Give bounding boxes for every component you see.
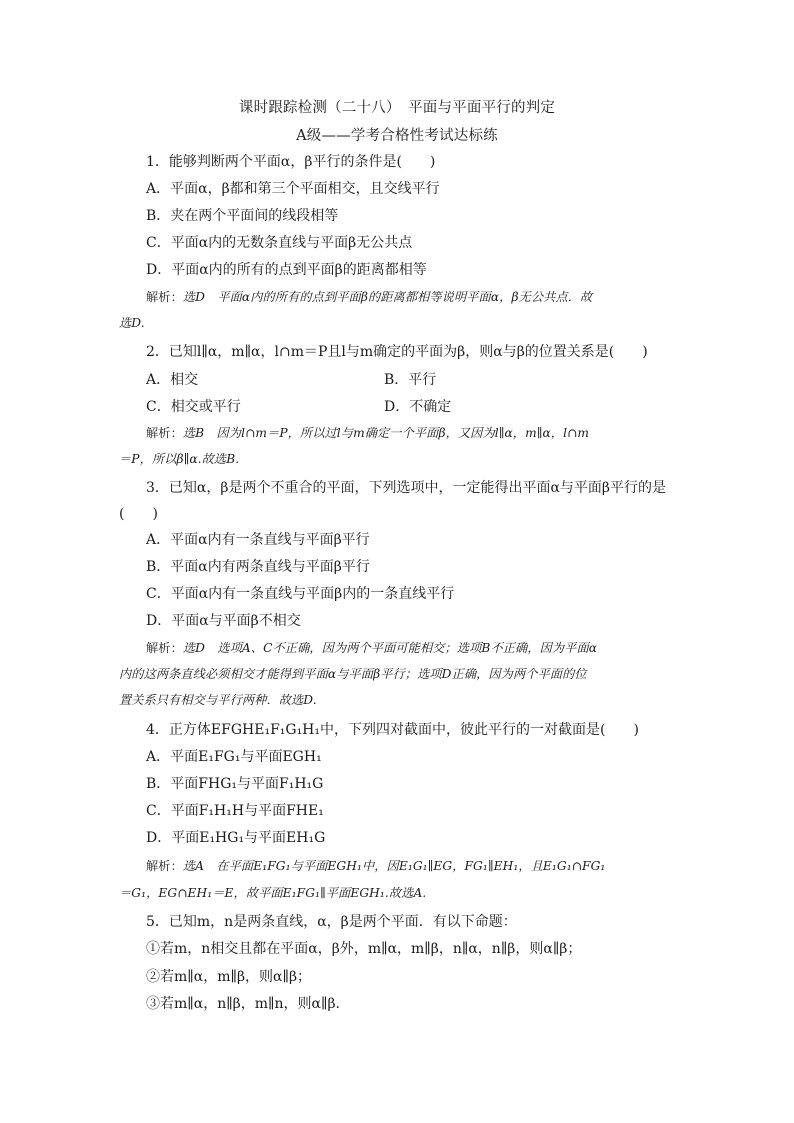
- q2-option-d: D．不确定: [384, 399, 452, 415]
- q2-stem: 2．已知l∥α，m∥α，l∩m＝P且l与m确定的平面为β，则α与β的位置关系是( ): [146, 344, 648, 360]
- q4-stem: 4．正方体EFGHE₁F₁G₁H₁中，下列四对截面中，彼此平行的一对截面是( ): [146, 722, 639, 738]
- q3-option-b: B．平面α内有两条直线与平面β平行: [146, 559, 370, 575]
- q3-explanation-cont2: 置关系只有相交与平行两种．故选D.: [119, 693, 317, 707]
- q4-option-c: C．平面F₁H₁H与平面FHE₁: [146, 803, 324, 819]
- q2-explanation-cont: ＝P，所以β∥α.故选B.: [119, 452, 240, 466]
- q2-option-a: A．相交: [146, 372, 199, 388]
- q3-stem: 3．已知α，β是两个不重合的平面，下列选项中，一定能得出平面α与平面β平行的是: [146, 480, 667, 496]
- q5-proposition-3: ③若m∥α，n∥β，m∥n，则α∥β.: [146, 996, 340, 1012]
- explanation-label: 解析：: [146, 641, 183, 655]
- q2-explanation: [146, 424, 589, 441]
- q5-stem: 5．已知m，n是两条直线，α，β是两个平面．有以下命题：: [146, 914, 517, 930]
- section-subtitle: A级——学考合格性考试达标练: [296, 128, 498, 144]
- q3-option-d: D．平面α与平面β不相交: [146, 613, 301, 629]
- q1-option-d: D．平面α内的所有的点到平面β的距离都相等: [146, 262, 427, 278]
- q5-proposition-2: ②若m∥α，m∥β，则α∥β；: [146, 969, 312, 985]
- q3-option-c: C．平面α内有一条直线与平面β内的一条直线平行: [146, 586, 455, 602]
- q3-explanation-cont1: 内的这两条直线必须相交才能得到平面α与平面β平行；选项D正确，因为两个平面的位: [119, 667, 587, 681]
- explanation-label: 解析：: [146, 290, 183, 304]
- q2-option-c: C．相交或平行: [146, 399, 241, 415]
- q4-explanation-text: 选A 在平面E₁FG₁与平面EGH₁中，因E₁G₁∥EG，FG₁∥EH₁，且E₁G₁∩FG₁: [182, 859, 606, 873]
- explanation-label: 解析：: [146, 859, 183, 873]
- q1-explanation: [146, 288, 592, 305]
- q2-explanation-text: 选B 因为l∩m＝P，所以过l与m确定一个平面β，又因为l∥α，m∥α，l∩m: [182, 426, 590, 440]
- q2-option-b: B．平行: [384, 372, 437, 388]
- q1-explanation-text: 选D 平面α内的所有的点到平面β的距离都相等说明平面α，β无公共点．故: [182, 290, 593, 304]
- q5-proposition-1: ①若m，n相交且都在平面α，β外，m∥α，m∥β，n∥α，n∥β，则α∥β；: [146, 941, 582, 957]
- q3-stem-cont: ( ): [119, 506, 158, 522]
- q1-option-a: A．平面α，β都和第三个平面相交，且交线平行: [146, 181, 440, 197]
- q4-explanation-cont: ＝G₁，EG∩EH₁＝E，故平面E₁FG₁∥平面EGH₁.故选A.: [119, 886, 427, 900]
- q3-explanation: [146, 639, 597, 656]
- q1-option-b: B．夹在两个平面间的线段相等: [146, 208, 339, 224]
- page-title: 课时跟踪检测（二十八） 平面与平面平行的判定: [238, 100, 556, 116]
- q3-explanation-text: 选D 选项A、C不正确，因为两个平面可能相交；选项B不正确，因为平面α: [182, 641, 598, 655]
- q4-option-a: A．平面E₁FG₁与平面EGH₁: [146, 749, 322, 765]
- q3-option-a: A．平面α内有一条直线与平面β平行: [146, 532, 370, 548]
- q4-explanation: [146, 857, 605, 874]
- q4-option-b: B．平面FHG₁与平面F₁H₁G: [146, 776, 324, 792]
- q1-explanation-cont: 选D.: [119, 316, 145, 330]
- q1-option-c: C．平面α内的无数条直线与平面β无公共点: [146, 235, 413, 251]
- explanation-label: 解析：: [146, 426, 183, 440]
- q1-stem: 1．能够判断两个平面α，β平行的条件是( ): [146, 154, 436, 170]
- q4-option-d: D．平面E₁HG₁与平面EH₁G: [146, 830, 326, 846]
